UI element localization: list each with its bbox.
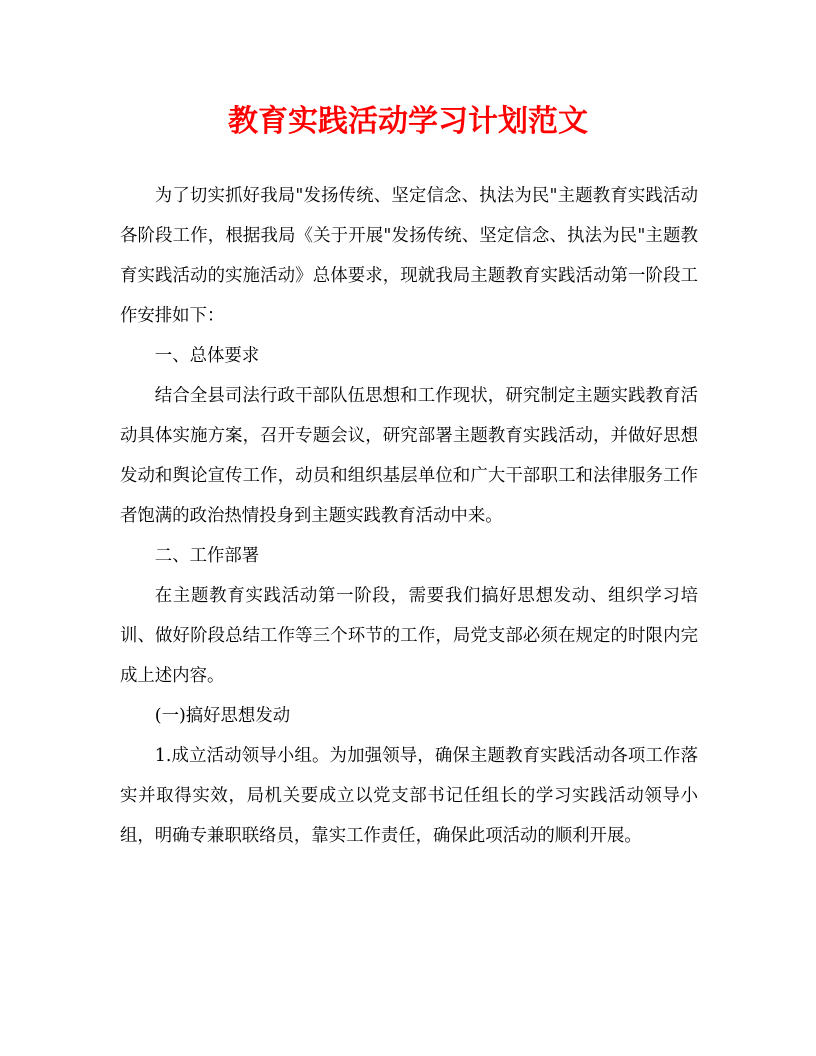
section-heading-general-requirements: 一、总体要求 (154, 346, 260, 366)
document-title: 教育实践活动学习计划范文 (228, 104, 588, 139)
paragraph-work-deployment: 在主题教育实践活动第一阶段，需要我们搞好思想发动、组织学习培训、做好阶段总结工作等三个环节的工作，局党支部必须在规定的时限内完成上述内容。 (120, 586, 698, 686)
document-body (120, 176, 698, 856)
paragraph-leading-group: 1.成立活动领导小组。为加强领导，确保主题教育实践活动各项工作落实并取得实效，局机关要成立以党支部书记任组长的学习实践活动领导小组，明确专兼职联络员，靠实工作责任，确保此项活动的顺利开展。 (120, 746, 698, 846)
section-heading-work-deployment: 二、工作部署 (154, 546, 260, 566)
subsection-heading-mobilization: (一)搞好思想发动 (154, 706, 291, 726)
paragraph-general-requirements: 结合全县司法行政干部队伍思想和工作现状，研究制定主题实践教育活动具体实施方案，召开专题会议，研究部署主题教育实践活动，并做好思想发动和舆论宣传工作，动员和组织基层单位和广大干部职工和法律服务工作者饱满的政治热情投身到主题实践教育活动中来。 (120, 386, 698, 526)
paragraph-intro: 为了切实抓好我局"发扬传统、坚定信念、执法为民"主题教育实践活动各阶段工作，根据我局《关于开展"发扬传统、坚定信念、执法为民"主题教育实践活动的实施活动》总体要求，现就我局主题教育实践活动第一阶段工作安排如下： (120, 186, 698, 326)
